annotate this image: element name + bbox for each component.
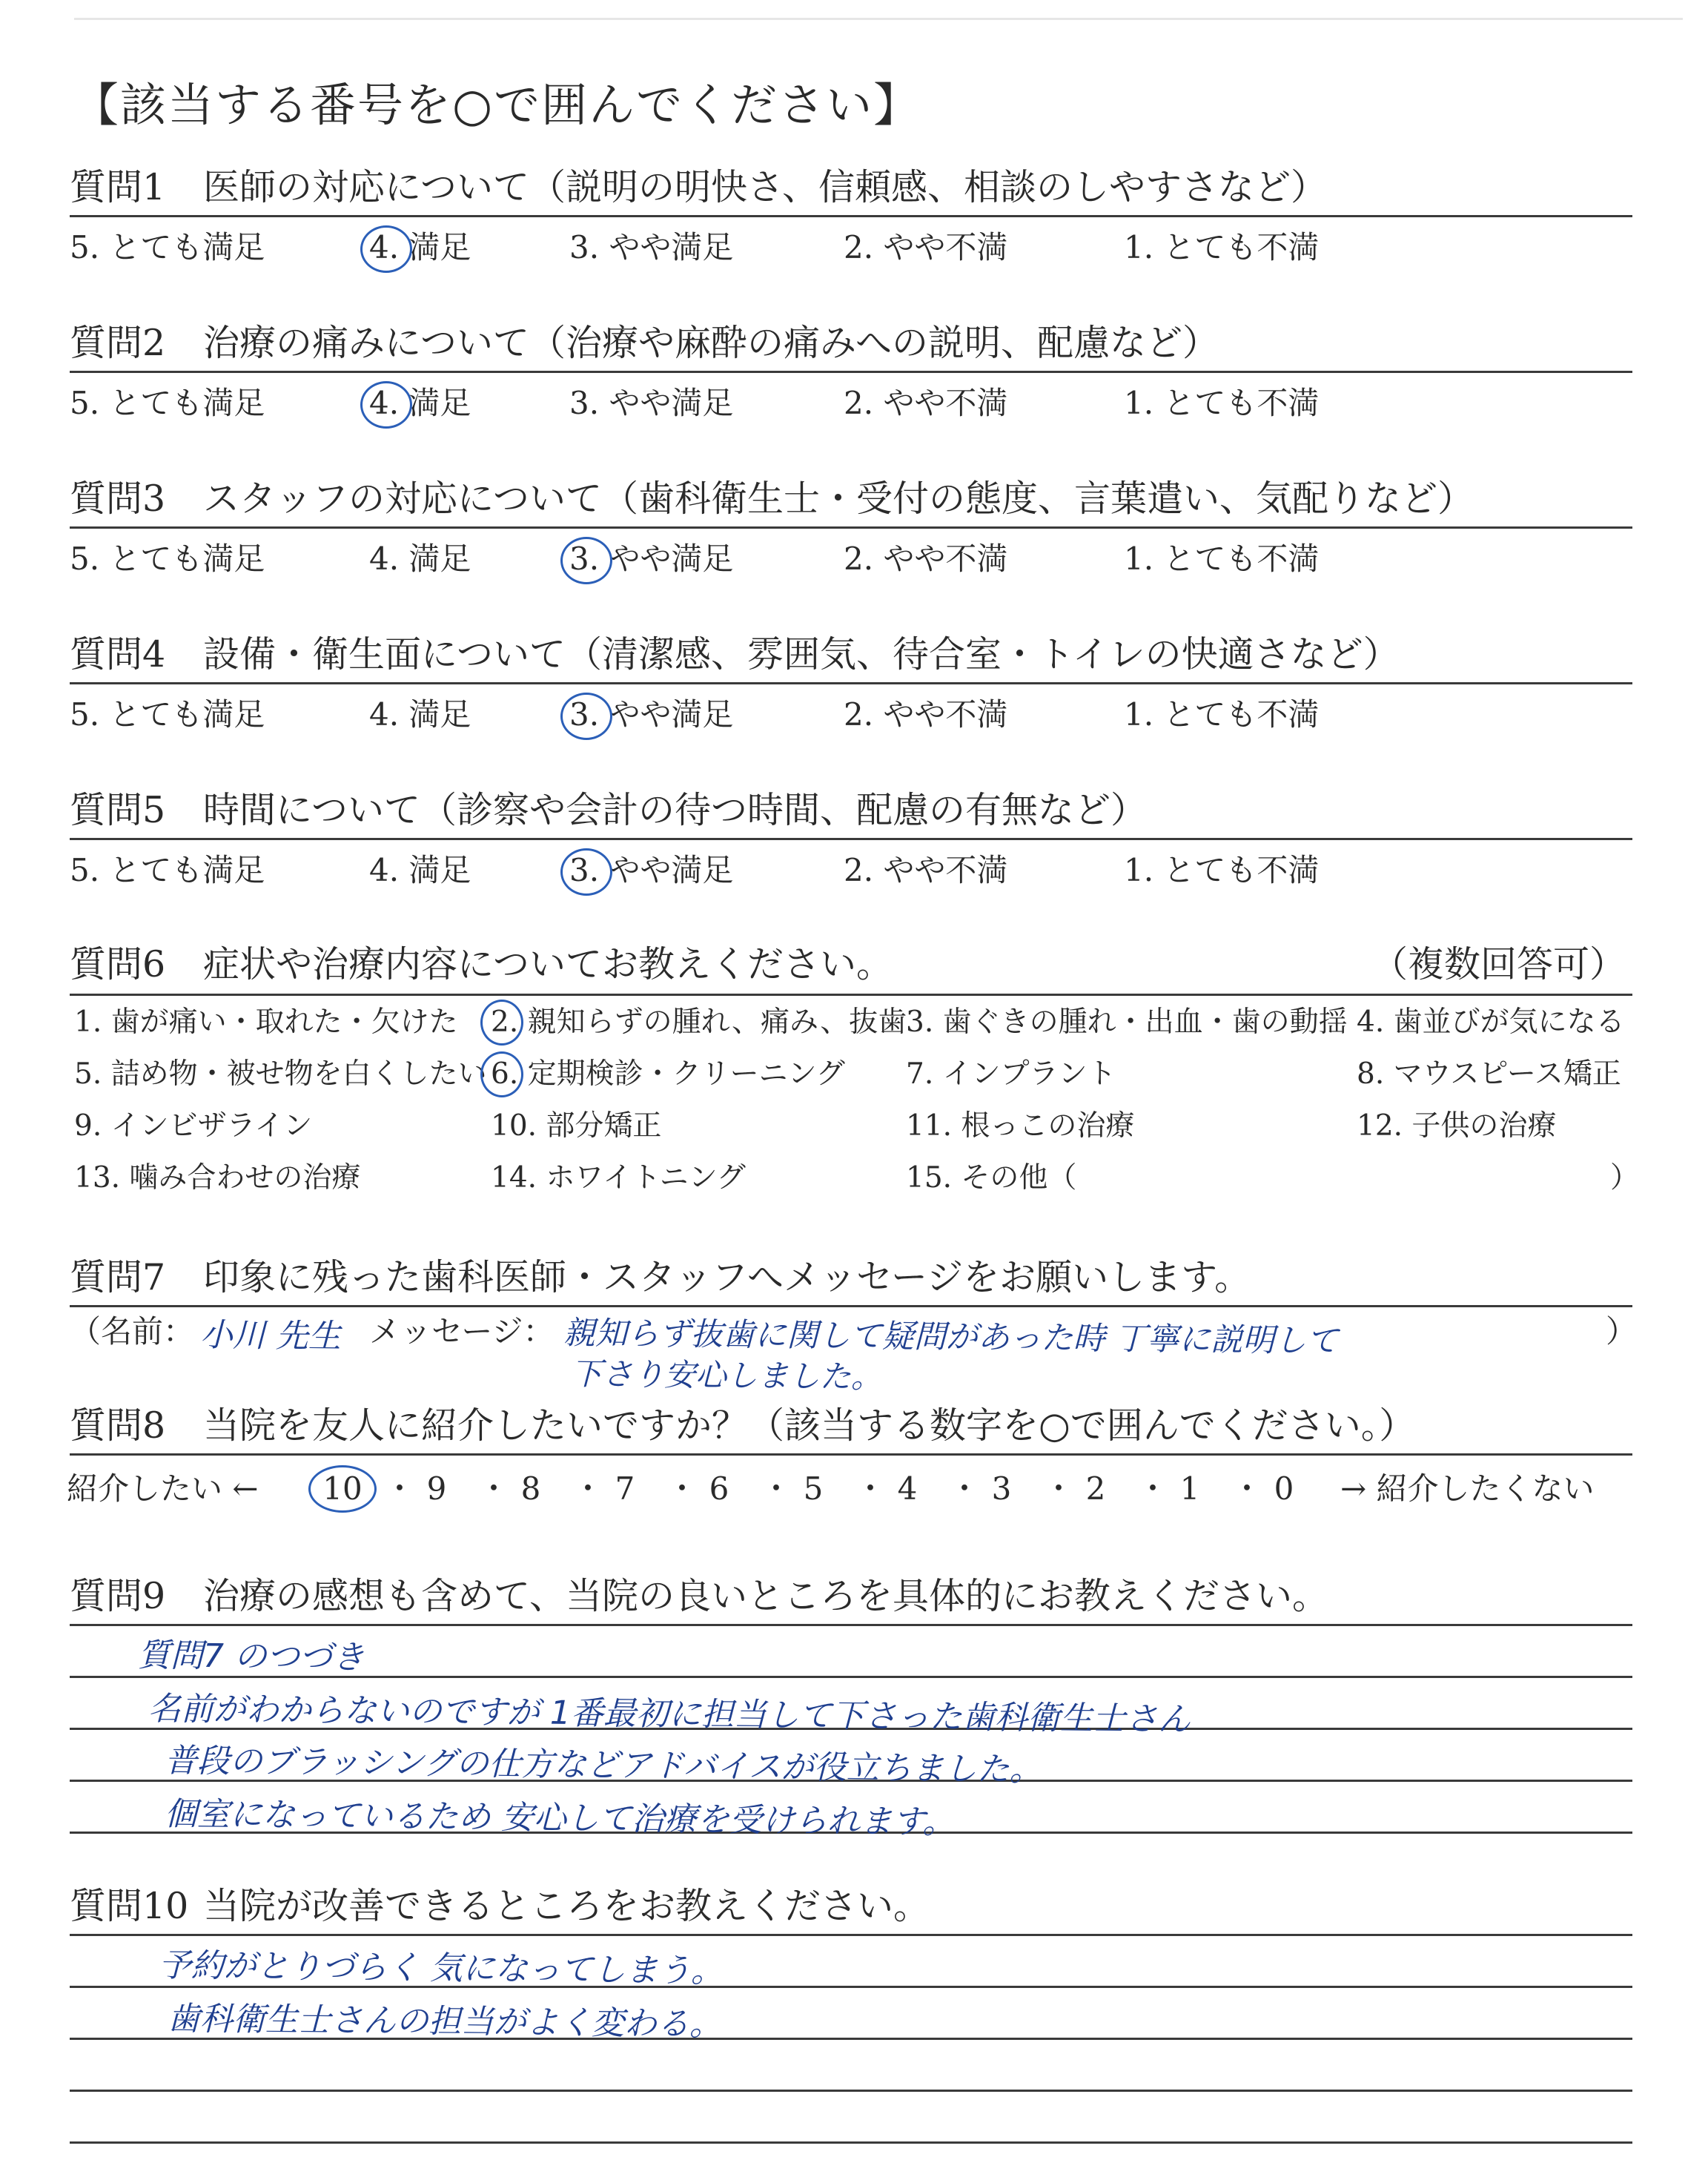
question-4-title <box>70 629 1400 681</box>
question-9-rule <box>70 1624 1632 1626</box>
scale-separator: ・ <box>384 1470 416 1507</box>
scale-value[interactable]: 2 <box>1085 1470 1106 1507</box>
question-3-rule <box>70 526 1632 529</box>
rating-option[interactable]: 1. とても不満 <box>1124 696 1320 733</box>
rating-option[interactable]: 1. とても不満 <box>1124 385 1320 421</box>
question-3-title <box>70 473 1474 525</box>
scale-value[interactable]: 1 <box>1179 1470 1200 1507</box>
question-2-title <box>70 317 1219 369</box>
question-8-rule <box>70 1453 1632 1456</box>
q10-answer-line-2: 歯科衛生士さんの担当がよく変わる。 <box>167 2000 723 2044</box>
scale-value[interactable]: 5 <box>803 1470 824 1507</box>
selection-circle <box>480 1000 523 1046</box>
selection-circle <box>560 537 612 584</box>
question-6-rule <box>70 994 1632 996</box>
scale-value[interactable]: 4 <box>897 1470 918 1507</box>
selection-circle <box>560 693 612 740</box>
rating-option[interactable]: 4. 満足 <box>369 229 471 265</box>
question-number: 質問4 <box>70 633 166 676</box>
scale-separator: ・ <box>949 1470 981 1507</box>
selection-circle <box>308 1465 377 1513</box>
scale-value[interactable]: 8 <box>520 1470 541 1507</box>
rating-option[interactable]: 3. やや満足 <box>569 385 734 421</box>
scale-value[interactable]: 10 <box>322 1470 363 1507</box>
symptom-option[interactable]: 2. 親知らずの腫れ、痛み、抜歯 <box>491 1005 907 1039</box>
question-7-title <box>70 1252 1251 1304</box>
question-4-rule <box>70 682 1632 684</box>
rating-option[interactable]: 5. とても満足 <box>70 229 265 265</box>
scale-separator: ・ <box>666 1470 698 1507</box>
scale-value[interactable]: 0 <box>1274 1470 1294 1507</box>
message-line-2-handwritten: 下さり安心しました。 <box>570 1355 883 1396</box>
scale-separator: ・ <box>478 1470 510 1507</box>
question-number: 質問2 <box>70 322 166 364</box>
question-5-rule <box>70 838 1632 840</box>
question-number: 質問1 <box>70 166 166 208</box>
question-text: 当院が改善できるところをお教えください。 <box>203 1885 930 1927</box>
rating-option[interactable]: 3. やや満足 <box>569 696 734 733</box>
question-8-title <box>70 1400 1415 1452</box>
rating-option[interactable]: 1. とても不満 <box>1124 229 1320 265</box>
symptom-option[interactable]: 11. 根っこの治療 <box>906 1109 1135 1143</box>
symptom-option[interactable]: 4. 歯並びが気になる <box>1357 1005 1625 1039</box>
rating-option[interactable]: 3. やや満足 <box>569 541 734 577</box>
question-1-rule <box>70 215 1632 217</box>
rating-option[interactable]: 3. やや満足 <box>569 852 734 888</box>
question-10-rule <box>70 1934 1632 1936</box>
symptom-option[interactable]: 10. 部分矯正 <box>491 1109 662 1143</box>
question-2-rule <box>70 371 1632 373</box>
recommend-left-label: 紹介したい ← <box>67 1470 259 1507</box>
question-7-rule <box>70 1305 1632 1307</box>
symptom-option[interactable]: 8. マウスピース矯正 <box>1357 1057 1621 1091</box>
rating-option[interactable]: 4. 満足 <box>369 541 471 577</box>
scale-separator: ・ <box>761 1470 792 1507</box>
recommend-right-label: → 紹介したくない <box>1340 1470 1595 1507</box>
question-text: 印象に残った歯科医師・スタッフへメッセージをお願いします。 <box>203 1256 1251 1298</box>
rating-option[interactable]: 3. やや満足 <box>569 229 734 265</box>
name-value-handwritten: 小川 先生 <box>199 1316 342 1355</box>
rating-option[interactable]: 2. やや不満 <box>844 852 1008 888</box>
question-number: 質問10 <box>70 1885 189 1927</box>
rating-option[interactable]: 4. 満足 <box>369 385 471 421</box>
symptom-option[interactable]: 9. インビザライン <box>74 1109 313 1143</box>
question-number: 質問6 <box>70 943 166 985</box>
message-label: メッセージ： <box>369 1313 555 1350</box>
symptom-option[interactable]: 15. その他（ <box>906 1161 1077 1195</box>
close-paren: ） <box>1606 1313 1638 1350</box>
question-number: 質問5 <box>70 789 166 831</box>
selection-circle <box>360 381 412 429</box>
name-label: （名前： <box>70 1313 195 1350</box>
question-number: 質問9 <box>70 1575 166 1617</box>
question-text: 治療の痛みについて（治療や麻酔の痛みへの説明、配慮など） <box>203 322 1219 364</box>
answer-line <box>70 2141 1632 2144</box>
symptom-option[interactable]: 5. 詰め物・被せ物を白くしたい <box>74 1057 487 1091</box>
question-text: 治療の感想も含めて、当院の良いところを具体的にお教えください。 <box>203 1575 1329 1617</box>
answer-line <box>70 2090 1632 2092</box>
rating-option[interactable]: 5. とても満足 <box>70 541 265 577</box>
question-text: スタッフの対応について（歯科衛生士・受付の態度、言葉遣い、気配りなど） <box>203 478 1474 520</box>
multiple-answers-note: （複数回答可） <box>1371 943 1626 985</box>
rating-option[interactable]: 2. やや不満 <box>844 696 1008 733</box>
scale-value[interactable]: 6 <box>709 1470 729 1507</box>
question-10-title <box>70 1880 930 1932</box>
scale-separator: ・ <box>1137 1470 1169 1507</box>
q9-answer-line-2: 名前がわからないのですが 1番最初に担当して下さった歯科衛生士さん <box>148 1690 1191 1739</box>
rating-option[interactable]: 5. とても満足 <box>70 385 265 421</box>
question-9-title <box>70 1571 1328 1622</box>
scale-separator: ・ <box>1231 1470 1263 1507</box>
question-text: 時間について（診察や会計の待つ時間、配慮の有無など） <box>203 789 1148 831</box>
scale-value[interactable]: 9 <box>426 1470 447 1507</box>
question-text: 当院を友人に紹介したいですか？（該当する数字を○で囲んでください。） <box>203 1404 1416 1447</box>
question-text: 症状や治療内容についてお教えください。 <box>203 943 893 985</box>
q9-answer-line-3: 普段のブラッシングの仕方などアドバイスが役立ちました。 <box>164 1742 1042 1789</box>
scale-value[interactable]: 3 <box>991 1470 1012 1507</box>
symptom-option[interactable]: 14. ホワイトニング <box>491 1161 746 1195</box>
question-number: 質問7 <box>70 1256 166 1298</box>
message-line-1-handwritten: 親知らず抜歯に関して疑問があった時 丁寧に説明して <box>563 1315 1339 1360</box>
question-text: 医師の対応について（説明の明快さ、信頼感、相談のしやすさなど） <box>203 166 1328 208</box>
symptom-option[interactable]: 12. 子供の治療 <box>1357 1109 1557 1143</box>
scale-separator: ・ <box>572 1470 604 1507</box>
scale-separator: ・ <box>855 1470 887 1507</box>
rating-option[interactable]: 2. やや不満 <box>844 541 1008 577</box>
symptom-option[interactable]: 1. 歯が痛い・取れた・欠けた <box>74 1005 458 1039</box>
question-number: 質問8 <box>70 1404 166 1447</box>
symptom-option[interactable]: 7. インプラント <box>906 1057 1116 1091</box>
selection-circle <box>480 1051 523 1097</box>
question-6-title <box>70 939 893 991</box>
selection-circle <box>560 848 612 896</box>
symptom-option[interactable]: 6. 定期検診・クリーニング <box>491 1057 845 1091</box>
question-number: 質問3 <box>70 478 166 520</box>
symptom-option[interactable]: 13. 噛み合わせの治療 <box>74 1161 361 1195</box>
rating-option[interactable]: 1. とても不満 <box>1124 541 1320 577</box>
q10-answer-line-1: 予約がとりづらく 気になってしまう。 <box>158 1946 724 1990</box>
other-close-paren: ） <box>1610 1161 1640 1195</box>
scale-value[interactable]: 7 <box>615 1470 635 1507</box>
rating-option[interactable]: 2. やや不満 <box>844 229 1008 265</box>
symptom-option[interactable]: 3. 歯ぐきの腫れ・出血・歯の動揺 <box>906 1005 1348 1039</box>
rating-option[interactable]: 2. やや不満 <box>844 385 1008 421</box>
rating-option[interactable]: 4. 満足 <box>369 696 471 733</box>
rating-option[interactable]: 5. とても満足 <box>70 696 265 733</box>
scale-separator: ・ <box>1043 1470 1075 1507</box>
question-text: 設備・衛生面について（清潔感、雰囲気、待合室・トイレの快適さなど） <box>203 633 1400 676</box>
rating-option[interactable]: 5. とても満足 <box>70 852 265 888</box>
page-heading: 【該当する番号を○で囲んでください】 <box>73 78 921 132</box>
q9-answer-line-4: 個室になっているため 安心して治療を受けられます。 <box>164 1795 956 1842</box>
rating-option[interactable]: 4. 満足 <box>369 852 471 888</box>
selection-circle <box>360 225 412 273</box>
top-border-line <box>74 18 1683 20</box>
question-5-title <box>70 785 1147 836</box>
rating-option[interactable]: 1. とても不満 <box>1124 852 1320 888</box>
question-1-title <box>70 162 1327 214</box>
q9-answer-line-1: 質問7 のつづき <box>137 1636 365 1677</box>
